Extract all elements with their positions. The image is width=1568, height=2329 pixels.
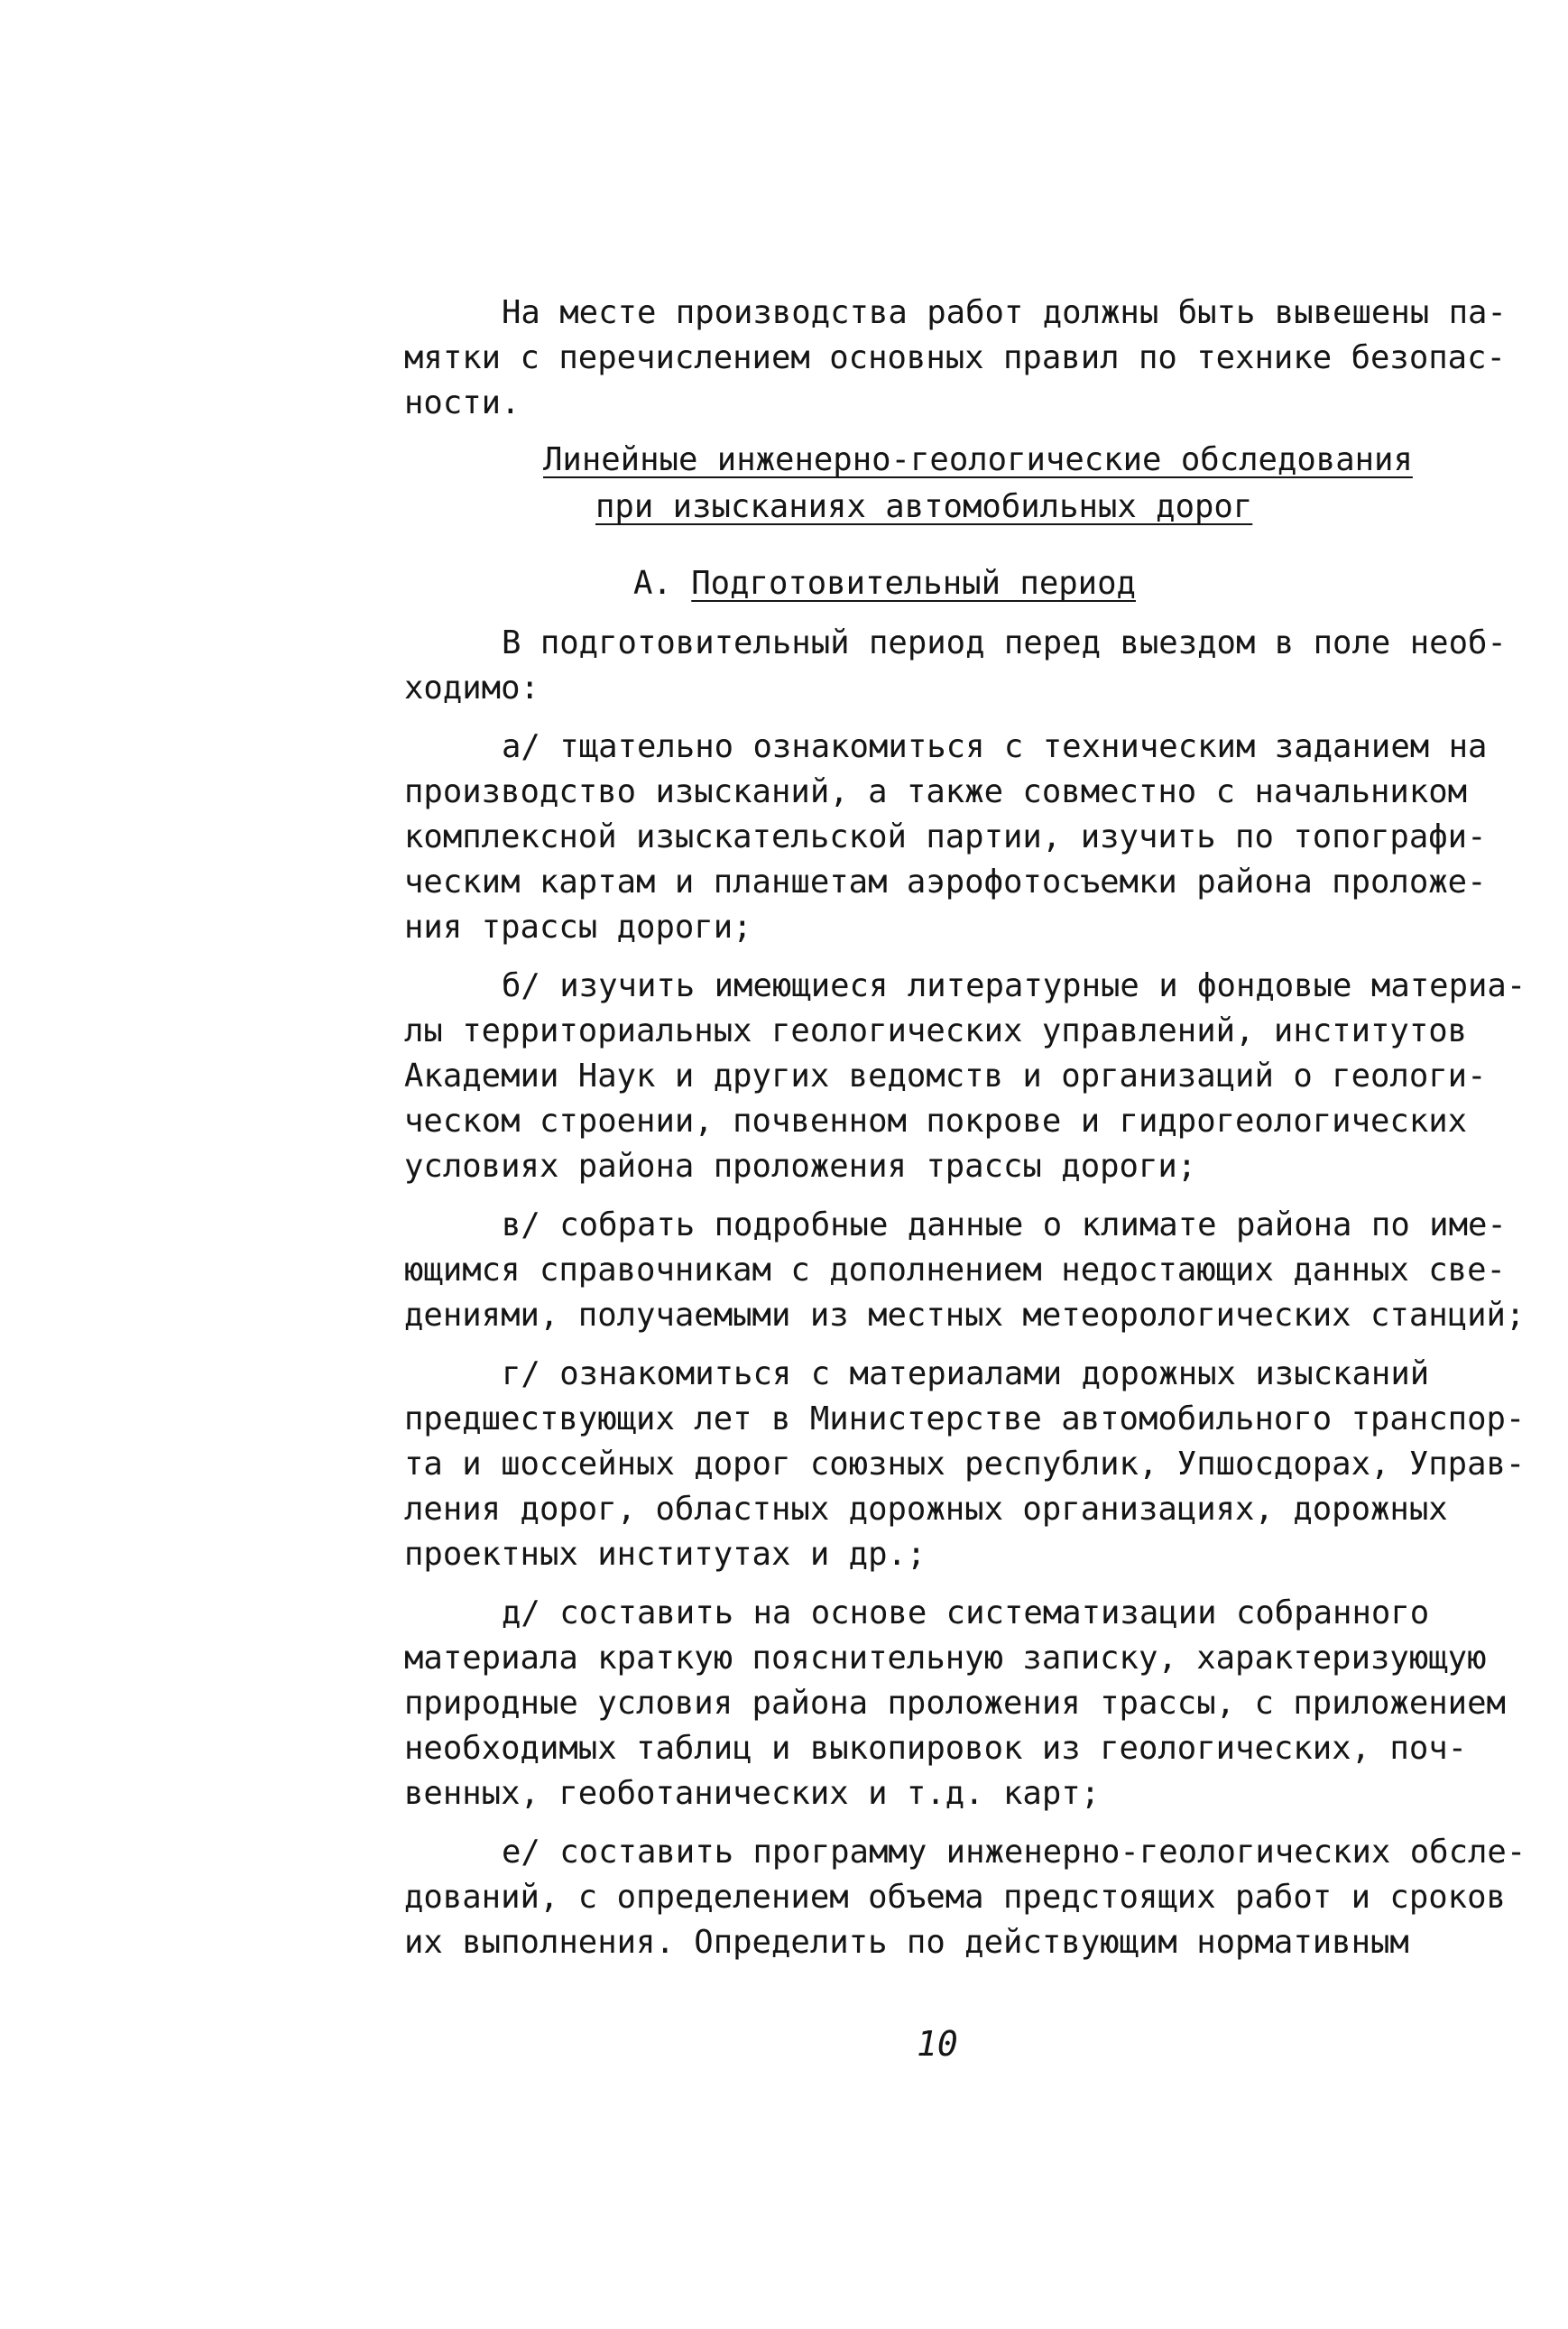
item-e-line-2: дований, с определением объема предстоящих работ и сроков — [404, 1879, 1506, 1916]
item-v-line-3: дениями, получаемыми из местных метеорологических станций; — [404, 1297, 1526, 1334]
item-a-line-3: комплексной изыскательской партии, изучить по топографи- — [404, 818, 1487, 855]
item-g-line-1: г/ ознакомиться с материалами дорожных изысканий — [502, 1355, 1430, 1392]
item-g-line-3: та и шоссейных дорог союзных республик, Упшосдорах, Управ- — [404, 1446, 1526, 1483]
section-heading-line-2: при изысканиях автомобильных дорог — [595, 488, 1253, 525]
subsection-title: Подготовительный период — [691, 565, 1136, 602]
paragraph-intro-line-1: На месте производства работ должны быть вывешены па- — [502, 294, 1507, 331]
lead-line-2: ходимо: — [404, 670, 540, 707]
item-a-line-2: производство изысканий, а также совместно с начальником — [404, 773, 1468, 810]
item-d-line-2: материала краткую пояснительную записку, характеризующую — [404, 1640, 1487, 1677]
item-v-line-2: ющимся справочникам с дополнением недостающих данных све- — [404, 1252, 1506, 1289]
item-d-line-5: венных, геоботанических и т.д. карт; — [404, 1775, 1101, 1812]
paragraph-intro-line-2: мятки с перечислением основных правил по технике безопас- — [404, 339, 1506, 376]
item-g-line-5: проектных институтах и др.; — [404, 1536, 927, 1573]
item-v-line-1: в/ собрать подробные данные о климате района по име- — [502, 1206, 1507, 1243]
item-d-line-1: д/ составить на основе систематизации собранного — [502, 1594, 1430, 1631]
item-a-line-5: ния трассы дороги; — [404, 909, 752, 946]
item-e-line-1: е/ составить программу инженерно-геологических обсле- — [502, 1834, 1526, 1871]
item-b-line-2: лы территориальных геологических управлений, институтов — [404, 1012, 1468, 1049]
item-b-line-4: ческом строении, почвенном покрове и гидрогеологических — [404, 1103, 1468, 1140]
item-b-line-1: б/ изучить имеющиеся литературные и фондовые материа- — [502, 967, 1526, 1004]
item-d-line-4: необходимых таблиц и выкопировок из геологических, поч- — [404, 1730, 1468, 1767]
section-heading-line-1: Линейные инженерно-геологические обследования — [543, 441, 1413, 478]
item-g-line-4: ления дорог, областных дорожных организациях, дорожных — [404, 1491, 1448, 1528]
subsection-letter: А. — [633, 565, 672, 602]
item-e-line-3: их выполнения. Определить по действующим нормативным — [404, 1924, 1409, 1961]
paragraph-intro-line-3: ности. — [404, 384, 521, 421]
item-d-line-3: природные условия района проложения трассы, с приложением — [404, 1685, 1506, 1722]
subsection-heading — [633, 561, 1136, 606]
item-b-line-3: Академии Наук и других ведомств и организаций о геологи- — [404, 1058, 1487, 1095]
item-a-line-1: а/ тщательно ознакомиться с техническим заданием на — [502, 728, 1488, 765]
item-g-line-2: предшествующих лет в Министерстве автомобильного транспор- — [404, 1400, 1526, 1437]
item-b-line-5: условиях района проложения трассы дороги; — [404, 1148, 1197, 1185]
item-a-line-4: ческим картам и планшетам аэрофотосъемки района проложе- — [404, 864, 1487, 901]
lead-line-1: В подготовительный период перед выездом в поле необ- — [502, 624, 1507, 661]
page-number: 10 — [917, 2024, 958, 2064]
